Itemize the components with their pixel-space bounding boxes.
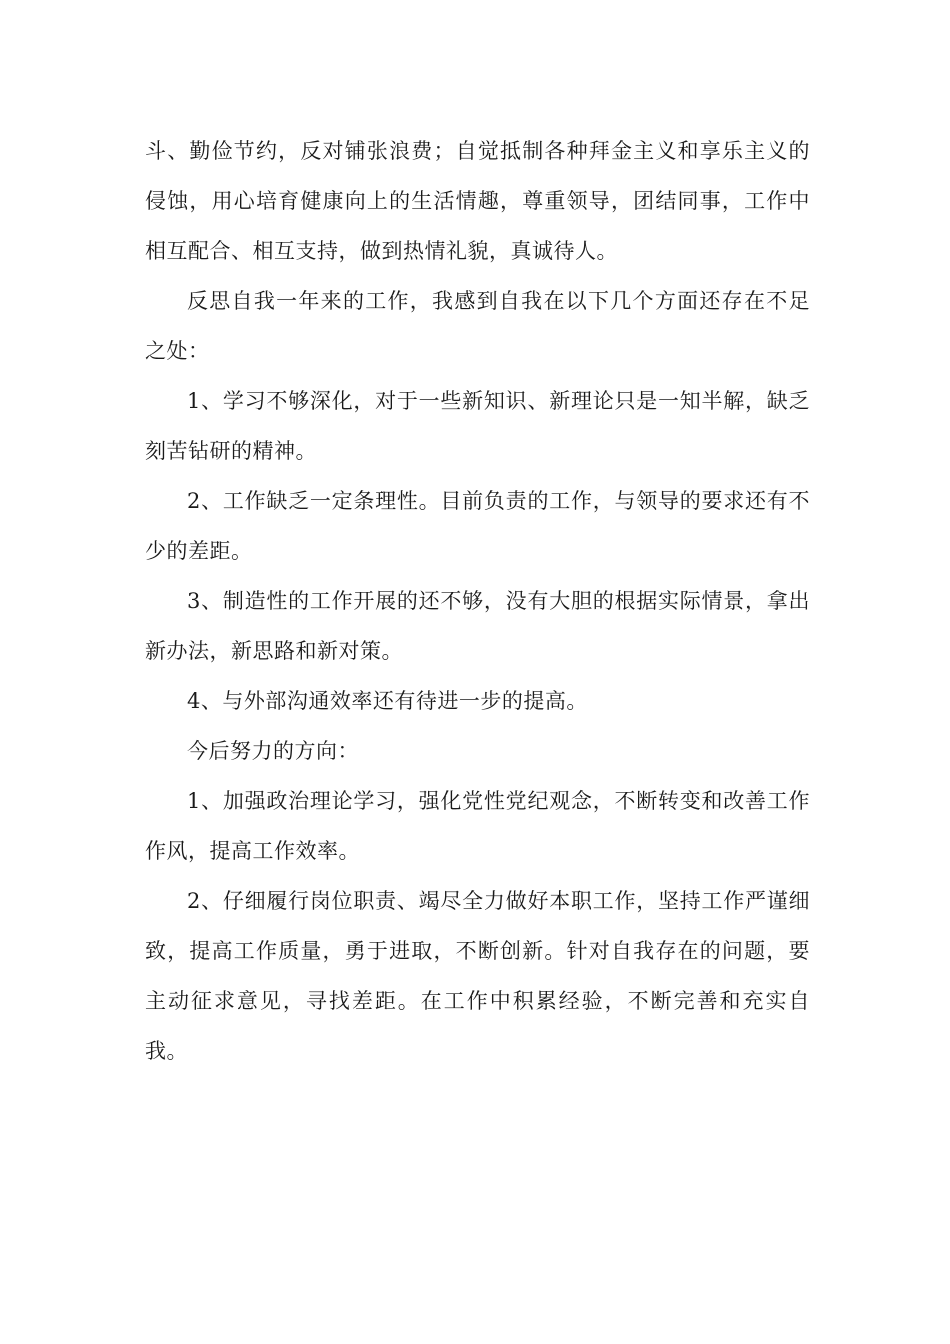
paragraph-direction-2: 2、仔细履行岗位职责、竭尽全力做好本职工作，坚持工作严谨细致，提高工作质量，勇于进取，不断创新。针对自我存在的问题，要主动征求意见，寻找差距。在工作中积累经验，不断完善和充实自我。	[145, 889, 810, 1063]
paragraph-shortcoming-2: 2、工作缺乏一定条理性。目前负责的工作，与领导的要求还有不少的差距。	[145, 489, 810, 563]
paragraph-shortcoming-4: 4、与外部沟通效率还有待进一步的提高。	[187, 689, 588, 713]
paragraph-direction-1: 1、加强政治理论学习，强化党性党纪观念，不断转变和改善工作作风，提高工作效率。	[145, 789, 810, 863]
paragraph-shortcoming-3: 3、制造性的工作开展的还不够，没有大胆的根据实际情景，拿出新办法，新思路和新对策。	[145, 589, 810, 663]
paragraph-shortcoming-1: 1、学习不够深化，对于一些新知识、新理论只是一知半解，缺乏刻苦钻研的精神。	[145, 389, 810, 463]
paragraph-continuation: 斗、勤俭节约，反对铺张浪费；自觉抵制各种拜金主义和享乐主义的侵蚀，用心培育健康向上的生活情趣，尊重领导，团结同事，工作中相互配合、相互支持，做到热情礼貌，真诚待人。	[145, 139, 810, 263]
paragraph-direction-heading: 今后努力的方向：	[187, 739, 359, 763]
document-body	[145, 126, 810, 1076]
paragraph-reflection-intro: 反思自我一年来的工作，我感到自我在以下几个方面还存在不足之处：	[145, 289, 810, 363]
